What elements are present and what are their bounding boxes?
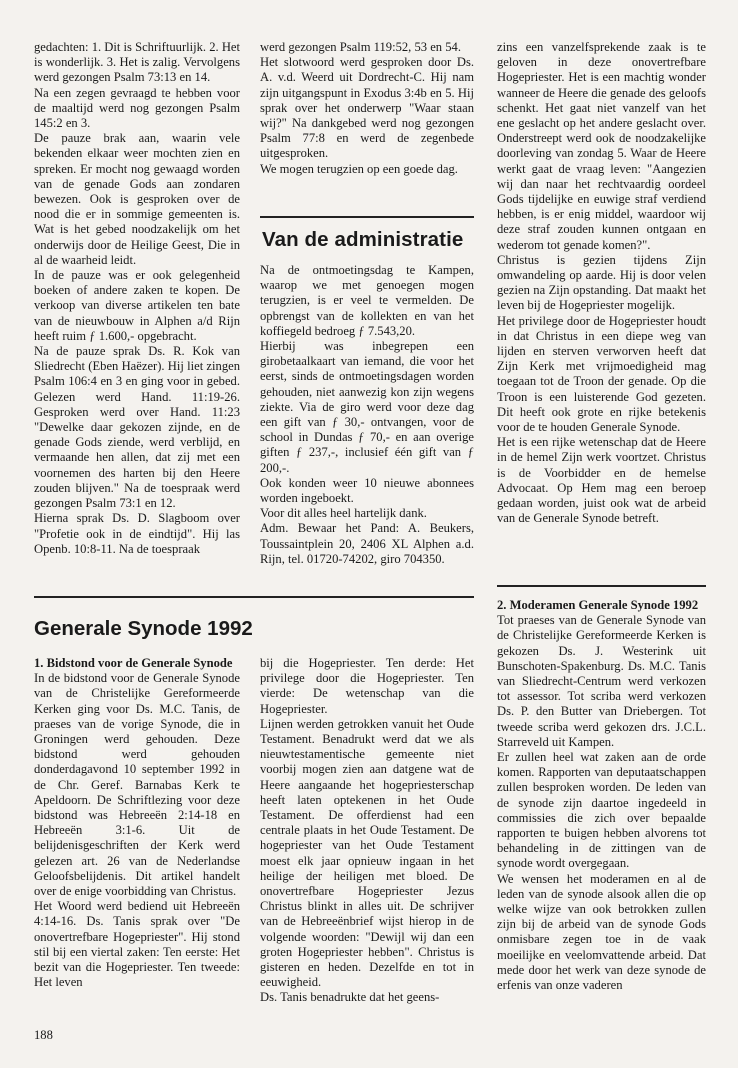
section-divider	[260, 216, 474, 218]
bidstond-continued-text	[260, 656, 474, 1006]
paragraph: Ds. Tanis benadrukte dat het geens-	[260, 990, 440, 1005]
paragraph: In de pauze was er ook gelegenheid boeken of andere zaken te kopen. De verkoop van diverse artikelen ten bate van de nieuwbouw in Alphen a/d Rijn heeft ruim ƒ 1.600,- opgebracht.	[34, 268, 240, 343]
admin-text	[260, 263, 474, 567]
paragraph: De pauze brak aan, waarin vele bekenden elkaar weer mochten zien en spreken. Er mocht nog gewaagd worden van de genade Gods aan zondaren bewezen. Ook is gesproken over de nood die er in sommige gemeenten is. Wat is het gebed noodzakelijk om het onderwijs door de Heilige Geest, Die in al de waarheid leidt.	[34, 131, 240, 267]
paragraph: We wensen het moderamen en al de leden van de synode alsook allen die op welke wijze van ook betrokken zullen zijn bij de arbeid van de synode Gods onmisbare zegen toe in de vaak moeilijke en veelomvattende arbeid. Dat mede door het werk van deze synode de erfenis van onze vaderen	[497, 871, 706, 993]
paragraph: Het slotwoord werd gesproken door Ds. A. v.d. Weerd uit Dordrecht-C. Hij nam zijn uitgangspunt in Exodus 3:4b en 5. Hij sprak over het onderwerp "Waar staan wij?" Na dankgebed werd nog gezongen Psalm 77:8 en werd de zegenbede uitgesproken.	[260, 55, 474, 161]
bidstond-subheading: 1. Bidstond voor de Generale Synode	[34, 656, 233, 670]
page-number: 188	[34, 1028, 53, 1042]
section-divider	[34, 596, 474, 598]
column-3-text	[497, 40, 706, 527]
moderamen-subheading: 2. Moderamen Generale Synode 1992	[497, 598, 699, 612]
paragraph: Het Woord werd bediend uit Hebreeën 4:14-16. Ds. Tanis sprak over "De onovertrefbare Hogepriester". Hij stond stil bij een viertal zaken: Ten eerste: Het bezit van die Hogepriester. Ten tweede: Het leven	[34, 899, 240, 990]
paragraph: Christus is gezien tijdens Zijn omwandeling op aarde. Hij is door velen gezien na Zijn opstanding. Dat maakt het leven bij de Hogepriester mogelijk.	[497, 252, 706, 313]
paragraph: bij die Hogepriester. Ten derde: Het privilege door die Hogepriester. Ten vierde: De wetenschap van die Hogepriester.	[260, 656, 474, 716]
paragraph: Voor dit alles heel hartelijk dank.	[260, 506, 427, 521]
paragraph: Adm. Bewaar het Pand: A. Beukers, Toussaintplein 20, 2406 XL Alphen a.d. Rijn, tel. 01720-74202, giro 704350.	[260, 521, 474, 566]
paragraph: Lijnen werden getrokken vanuit het Oude Testament. Benadrukt werd dat we als nieuwtestamentische gemeente niet voorbij mogen zien aan datgene wat de Heere aangaande het hogepriesterschap heeft laten optekenen in het Oude Testament. De offerdienst had een centrale plaats in het Oude Testament. De hogepriester van het Oude Testament moest elk jaar opnieuw ingaan in het heilige der heiligen met bloed. De onovertrefbare Hogepriester Jezus Christus blinkt in alles uit. De schrijver van de Hebreeënbrief wijst hierop in de volgende woorden: "Dewijl wij dan een groten Hogepriester hebben". Christus is gisteren en heden. Dezelfde en tot in eeuwigheid.	[260, 716, 474, 990]
paragraph: gedachten: 1. Dit is Schriftuurlijk. 2. Het is wonderlijk. 3. Het is zalig. Vervolgens werd gezongen Psalm 73:13 en 14.	[34, 40, 241, 85]
paragraph: In de bidstond voor de Generale Synode van de Christelijke Gereformeerde Kerken ging voor Ds. M.C. Tanis, de praeses van de vorige Synode, die in Groningen werd gehouden. Deze bidstond werd gehouden donderdagavond 10 september 1992 in de Chr. Geref. Barnabas Kerk te Apeldoorn. De Schriftlezing voor deze bidstond was Hebreeën 2:14-18 en Hebreeën 3:1-6. Uit de belijdenisgeschriften der Kerk werd gelezen art. 26 van de Nederlandse Geloofsbelijdenis. Dit artikel handelt over de enige voorbidding van Christus.	[34, 671, 240, 899]
paragraph: Het is een rijke wetenschap dat de Heere in de hemel Zijn werk voortzet. Christus is de Voorbidder en de hemelse Advocaat. Op Hem mag een beroep gedaan worden, juist ook wat de arbeid van de Generale Synode betreft.	[497, 435, 706, 526]
paragraph: Hierna sprak Ds. D. Slagboom over "Profetie ook in de eindtijd". Hij las Openb. 10:8-11. Na de toespraak	[34, 511, 240, 556]
paragraph: zins een vanzelfsprekende zaak is te geloven in deze onovertrefbare Hogepriester. Het is een machtig wonder wanneer de Heere die genade des geloofs schenkt. Het gaat niet vanzelf van het ene geslacht op het andere geslacht over. Onderstreept werd ook de noodzakelijke doorleving van zondag 5. Waar de Heere werkt gaat de vraag leven: "Aangezien wij dan naar het rechtvaardig oordeel Gods tijdelijke en euwige straf verdiend hebben, is er enig middel, waardoor wij deze straf zouden kunnen ontgaan en wederom tot genade komen?".	[497, 40, 706, 252]
moderamen-text	[497, 598, 706, 993]
paragraph: Hierbij was inbegrepen een girobetaalkaart van iemand, die voor het eerst, sinds de ontmoetingsdagen worden gehouden, niet aanwezig kon zijn wegens ziekte. Via de giro werd voor deze dag een gift van ƒ 30,- ontvangen, voor de school in Dundas ƒ 70,- en aan overige giften ƒ 237,-, inclusief één gift van ƒ 200,-.	[260, 339, 474, 475]
paragraph: Na een zegen gevraagd te hebben voor de maaltijd werd nog gezongen Psalm 145:2 en 3.	[34, 85, 240, 131]
paragraph: Ook konden weer 10 nieuwe abonnees worden ingeboekt.	[260, 475, 474, 506]
synod-heading: Generale Synode 1992	[34, 617, 253, 640]
paragraph: Na de ontmoetingsdag te Kampen, waarop we met genoegen mogen terugzien, is er veel te vermelden. De opbrengst van de kollekten en van het koffiegeld bedroeg ƒ 7.543,20.	[260, 263, 474, 338]
admin-heading: Van de administratie	[262, 228, 464, 251]
section-divider	[497, 585, 706, 587]
paragraph: Het privilege door de Hogepriester houdt in dat Christus in een diepe weg van lijden en sterven verworven heeft dat Zijn Kerk met vrijmoedigheid mag toegaan tot de Troon der genade. Op die Troon is een luisterende God gezeten. Dit heeft ook grote en rijke betekenis voor de te houden Generale Synode.	[497, 313, 706, 435]
column-2-text	[260, 40, 474, 177]
bidstond-text	[34, 656, 240, 990]
paragraph: Na de pauze sprak Ds. R. Kok van Sliedrecht (Eben Haëzer). Hij liet zingen Psalm 106:4 en 3 en ging voor in gebed. Gelezen werd Hand. 11:19-26. Gesproken werd over Hand. 11:23 "Dewelke daar gekozen zijnde, en de genade Gods ziende, werd verblijd, en vermaande hen allen, dat zij met een voornemen des harten bij den Heere zouden blijven." Na de toespraak werd gezongen Psalm 73:1 en 12.	[34, 344, 240, 511]
paragraph: Er zullen heel wat zaken aan de orde komen. Rapporten van deputaatschappen zullen besproken worden. De leden van de synode zijn daartoe ingedeeld in commissies die zich over bepaalde rapporten te buigen hebben alvorens tot behandeling in de zittingen van de synode wordt overgegaan.	[497, 750, 706, 871]
paragraph: Tot praeses van de Generale Synode van de Christelijke Gereformeerde Kerken is gekozen Ds. J. Westerink uit Bunschoten-Spakenburg. Ds. M.C. Tanis van Sliedrecht-Centrum werd verkozen tot assessor. Tot scriba werd verkozen Ds. P. den Butter van Driebergen. Tot tweede scriba werd gekozen drs. J.C.L. Starreveld uit Kampen.	[497, 613, 706, 749]
paragraph: We mogen terugzien op een goede dag.	[260, 161, 458, 176]
paragraph: werd gezongen Psalm 119:52, 53 en 54.	[260, 40, 461, 54]
column-1-text	[34, 40, 240, 557]
